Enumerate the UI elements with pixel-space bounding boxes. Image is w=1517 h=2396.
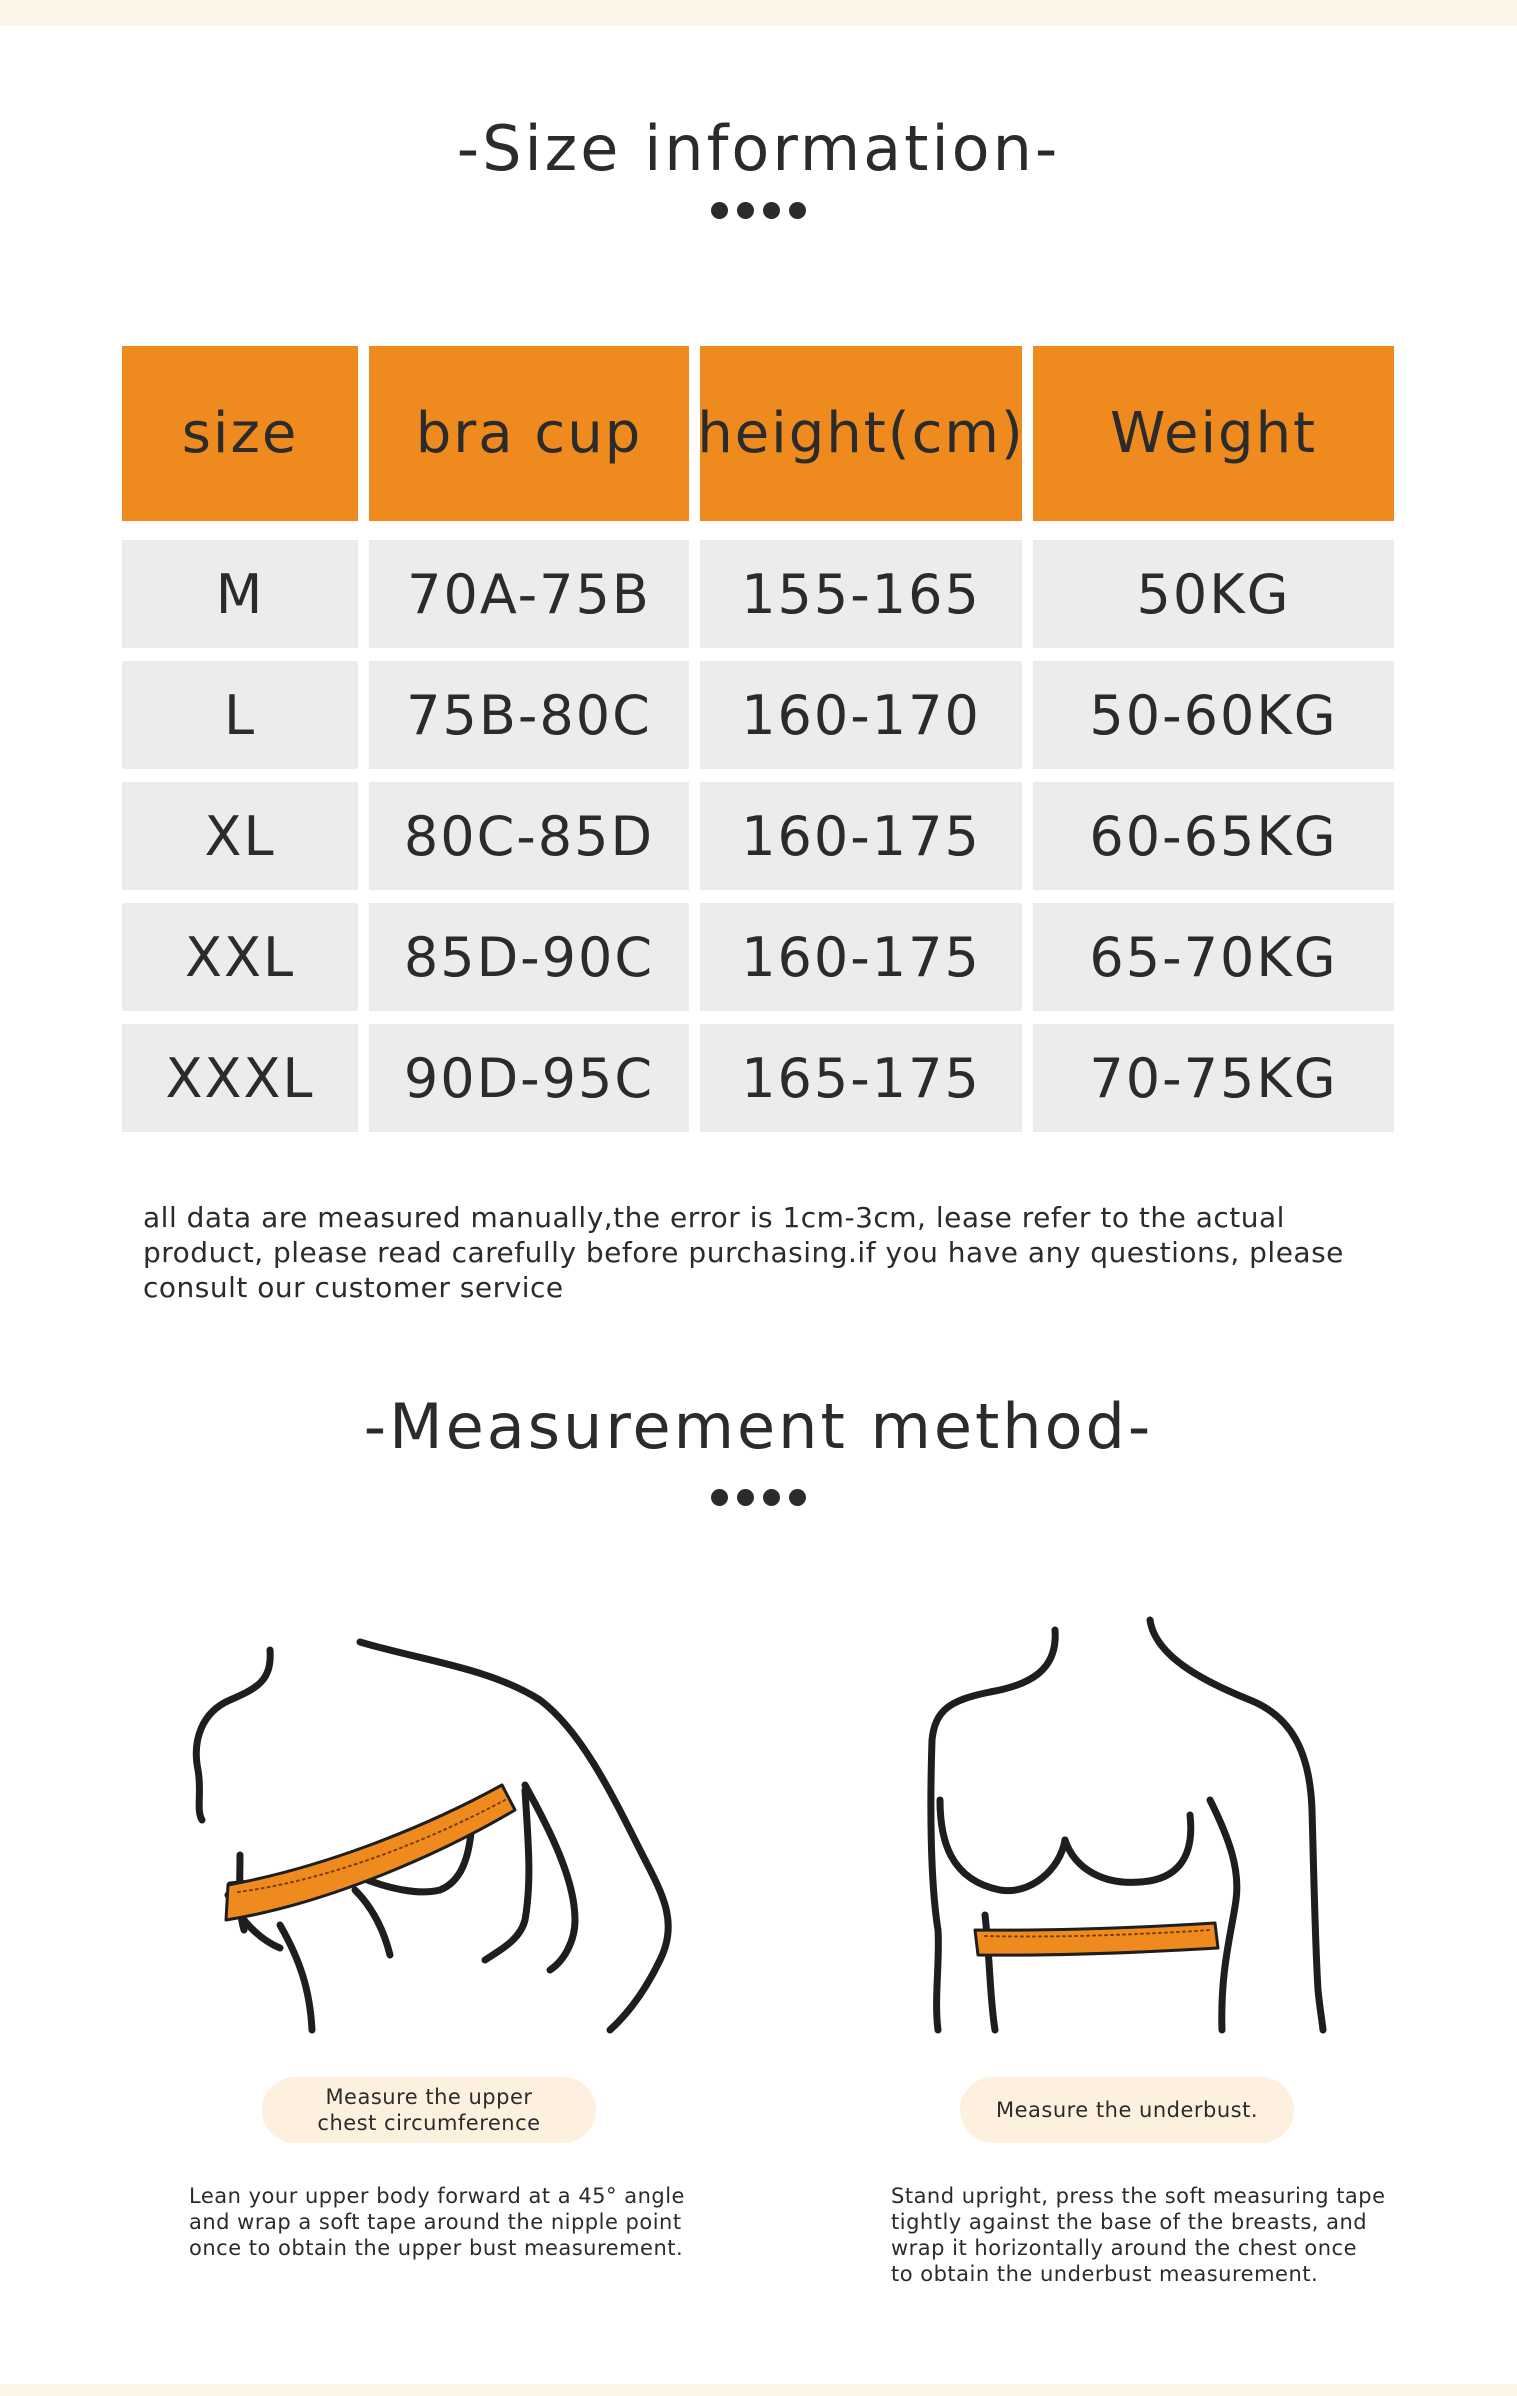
dot [763, 202, 780, 219]
table-row [122, 1024, 1394, 1132]
upper-chest-caption: Lean your upper body forward at a 45° angle and wrap a soft tape around the nipple point once to obtain the upper bust measurement. [189, 2184, 685, 2260]
size-section-title: -Size information- [456, 112, 1061, 185]
table-row [122, 540, 1394, 648]
table-cell: 85D-90C [369, 903, 689, 1011]
table-cell: 65-70KG [1033, 903, 1394, 1011]
table-cell: 160-175 [700, 903, 1022, 1011]
header-cell-height: height(cm) [700, 346, 1022, 521]
dot [763, 1489, 780, 1506]
upper-chest-illustration [180, 1620, 680, 2050]
header-cell-weight: Weight [1033, 346, 1394, 521]
table-cell: 90D-95C [369, 1024, 689, 1132]
table-cell: L [122, 661, 358, 769]
table-header-row [122, 346, 1394, 527]
underbust-pill [960, 2077, 1294, 2143]
measuring-tape [975, 1923, 1218, 1955]
table-cell: 70-75KG [1033, 1024, 1394, 1132]
upper-chest-pill-line2: chest circumference [317, 2111, 541, 2135]
upper-chest-pill [262, 2077, 596, 2143]
measuring-tape [226, 1785, 515, 1920]
table-cell: 80C-85D [369, 782, 689, 890]
measure-section-title: -Measurement method- [363, 1390, 1154, 1463]
header-cell-bra-cup: bra cup [369, 346, 689, 521]
dot [711, 1489, 728, 1506]
underbust-pill-label: Measure the underbust. [995, 2098, 1259, 2122]
dot [789, 1489, 806, 1506]
table-row [122, 661, 1394, 769]
dot [737, 1489, 754, 1506]
title-dots [0, 202, 1517, 219]
header-cell-size: size [122, 346, 358, 521]
top-band [0, 0, 1517, 26]
table-cell: XL [122, 782, 358, 890]
size-table [122, 346, 1394, 1145]
table-row [122, 782, 1394, 890]
underbust-caption: Stand upright, press the soft measuring tape tightly against the base of the breasts, and wrap it horizontally around the chest once to obtain the underbust measurement. [891, 2184, 1386, 2286]
table-cell: XXL [122, 903, 358, 1011]
underbust-illustration [910, 1600, 1350, 2050]
table-cell: 165-175 [700, 1024, 1022, 1132]
bottom-band [0, 2384, 1517, 2396]
table-cell: 160-175 [700, 782, 1022, 890]
table-cell: 155-165 [700, 540, 1022, 648]
title-dots [0, 1489, 1517, 1506]
table-cell: 50KG [1033, 540, 1394, 648]
upper-chest-pill-line1: Measure the upper [325, 2085, 533, 2109]
table-cell: XXXL [122, 1024, 358, 1132]
dot [737, 202, 754, 219]
table-cell: 60-65KG [1033, 782, 1394, 890]
table-cell: 50-60KG [1033, 661, 1394, 769]
table-row [122, 903, 1394, 1011]
table-cell: 75B-80C [369, 661, 689, 769]
table-cell: M [122, 540, 358, 648]
dot [789, 202, 806, 219]
measurement-disclaimer: all data are measured manually,the error is 1cm-3cm, lease refer to the actual product, please read carefully before purchasing.if you have any questions, please consult our customer service [143, 1201, 1344, 1304]
table-cell: 70A-75B [369, 540, 689, 648]
dot [711, 202, 728, 219]
table-cell: 160-170 [700, 661, 1022, 769]
